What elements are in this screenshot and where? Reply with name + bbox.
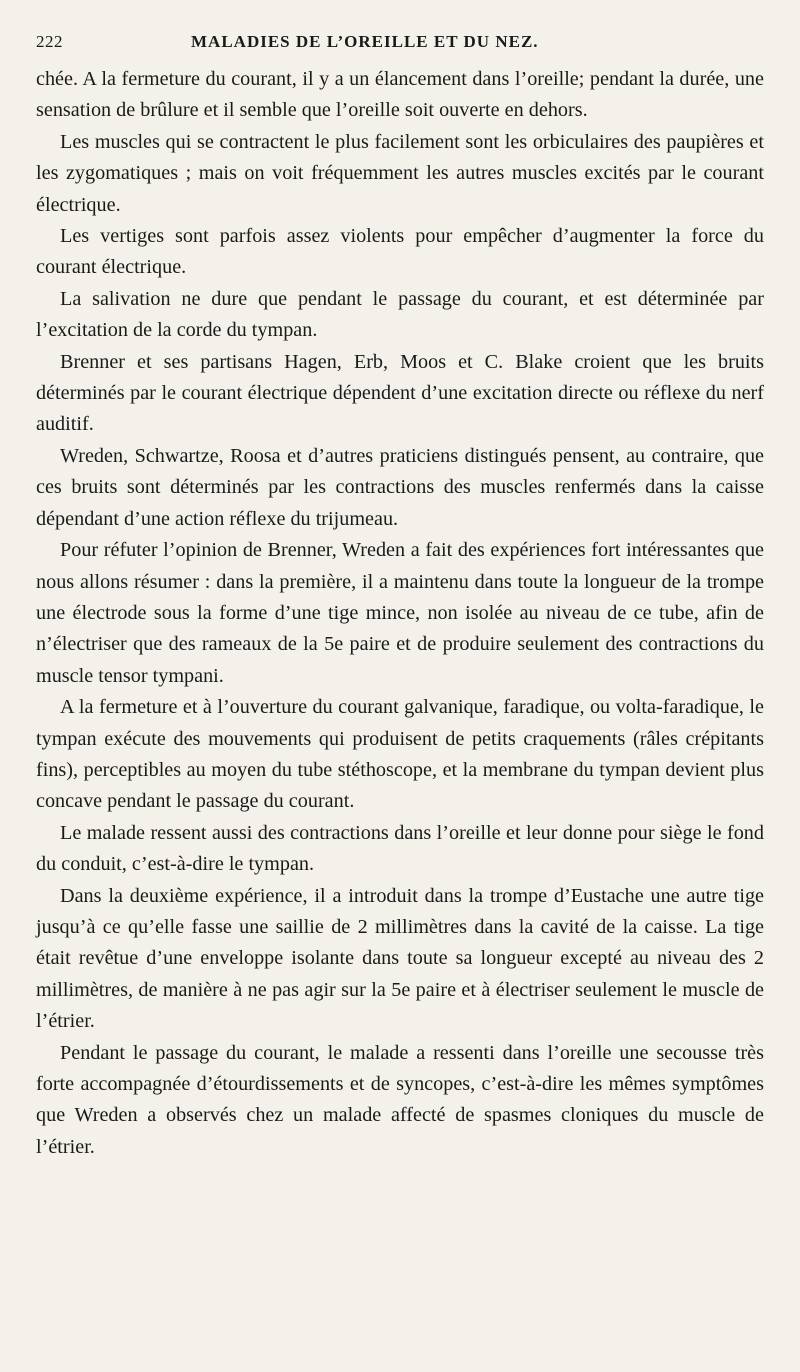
page-number: 222: [36, 32, 63, 51]
running-head: MALADIES DE L’OREILLE ET DU NEZ.: [191, 32, 539, 51]
paragraph: Dans la deuxième expérience, il a introduit dans la trompe d’Eustache une autre tige jusqu’à ce qu’elle fasse une saillie de 2 millimètres dans la cavité de la caisse. La tige était revêtue d’une enveloppe isolante dans toute sa longueur excepté au niveau des 2 millimètres, de manière à ne pas agir sur la 5e paire et à électriser seulement le muscle de l’étrier.: [36, 884, 764, 1033]
paragraph: chée. A la fermeture du courant, il y a un élancement dans l’oreille; pendant la durée, une sensation de brûlure et il semble que l’oreille soit ouverte en dehors.: [36, 68, 764, 122]
paragraph: La salivation ne dure que pendant le passage du courant, et est déterminée par l’excitation de la corde du tympan.: [36, 287, 764, 342]
paragraph: A la fermeture et à l’ouverture du courant galvanique, faradique, ou volta-faradique, le tympan exécute des mouvements qui produisent de petits craquements (râles crépitants fins), perceptibles au moyen du tube stéthoscope, et la membrane du tympan devient plus concave pendant le passage du courant.: [36, 696, 764, 813]
paragraph: Wreden, Schwartze, Roosa et d’autres praticiens distingués pensent, au contraire, que ces bruits sont déterminés par les contractions des muscles renfermés dans la caisse dépendant d’une action réflexe du trijumeau.: [36, 444, 764, 530]
paragraph: Brenner et ses partisans Hagen, Erb, Moos et C. Blake croient que les bruits déterminés par le courant électrique dépendent d’une excitation directe ou réflexe du nerf auditif.: [36, 350, 764, 436]
paragraph: Pendant le passage du courant, le malade a ressenti dans l’oreille une secousse très forte accompagnée d’étourdissements et de syncopes, c’est-à-dire les mêmes symptômes que Wreden a observés chez un malade affecté de spasmes cloniques du muscle de l’étrier.: [36, 1041, 764, 1158]
paragraph: Les vertiges sont parfois assez violents pour empêcher d’augmenter la force du courant électrique.: [36, 225, 764, 279]
body-text: [36, 64, 764, 1163]
paragraph: Pour réfuter l’opinion de Brenner, Wreden a fait des expériences fort intéressantes que nous allons résumer : dans la première, il a maintenu dans toute la longueur de la trompe une électrode sous la forme d’une tige mince, non isolée au niveau de ce tube, afin de n’électriser que des rameaux de la 5e paire et de produire seulement des contractions du muscle tensor tympani.: [36, 539, 764, 687]
paragraph: Le malade ressent aussi des contractions dans l’oreille et leur donne pour siège le fond du conduit, c’est-à-dire le tympan.: [36, 821, 764, 876]
paragraph: Les muscles qui se contractent le plus facilement sont les orbiculaires des paupières et les zygomatiques ; mais on voit fréquemment les autres muscles excités par le courant électrique.: [36, 130, 764, 216]
page-header: [36, 30, 764, 64]
